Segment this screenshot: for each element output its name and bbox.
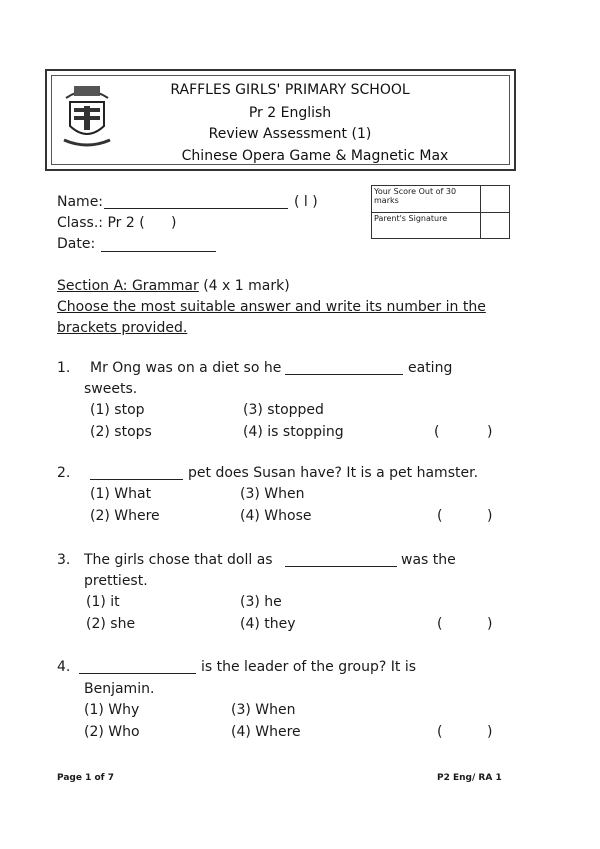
subject: Pr 2 English [248,105,332,121]
unit-titles: Chinese Opera Game & Magnetic Max [181,148,449,164]
date-field[interactable] [101,239,216,252]
question-text: was the [401,552,456,568]
option: (4) Where [231,724,301,740]
page-number: Page 1 of 7 [57,773,114,783]
option: (3) stopped [243,402,324,418]
section-title: Section A: Grammar [57,278,199,294]
option: (1) stop [90,402,145,418]
question-text: is the leader of the group? It is [201,659,417,675]
option: (1) Why [84,702,140,718]
date-label: Date: [57,236,96,252]
question-number: 1. [57,360,71,376]
name-field[interactable] [104,196,288,209]
instruction-line-2: brackets provided. [57,320,188,336]
question-text: Mr Ong was on a diet so he [90,360,282,376]
answer-blank [79,661,196,674]
class-close-paren: ) [171,215,177,231]
section-heading [57,278,290,294]
option: (3) When [240,486,305,502]
option: (3) he [240,594,282,610]
question-number: 3. [57,552,71,568]
answer-bracket-close: ) [487,724,493,740]
question-text: prettiest. [84,573,148,589]
score-cell[interactable] [481,186,510,213]
question-text: pet does Susan have? It is a pet hamster. [188,465,479,481]
answer-input[interactable] [444,420,484,440]
question-number: 4. [57,659,71,675]
option: (4) Whose [240,508,312,524]
school-crest-icon [60,80,114,152]
score-label: Your Score Out of 30 marks [372,186,481,213]
name-label: Name: [57,194,104,210]
answer-bracket-open: ( [437,508,443,524]
question-text: The girls chose that doll as [84,552,273,568]
register-number: ( l ) [294,194,318,210]
option: (2) Who [84,724,140,740]
option: (4) is stopping [243,424,344,440]
answer-blank [285,554,397,567]
question-text: Benjamin. [84,681,155,697]
question-text: eating [408,360,453,376]
answer-input[interactable] [447,720,485,740]
question-number: 2. [57,465,71,481]
option: (3) When [231,702,296,718]
option: (4) they [240,616,296,632]
answer-bracket-close: ) [487,508,493,524]
section-marks: (4 x 1 mark) [203,278,290,294]
class-label: Class.: Pr 2 ( [57,215,145,231]
assessment-title: Review Assessment (1) [208,126,372,142]
answer-bracket-open: ( [437,724,443,740]
instruction-line-1: Choose the most suitable answer and write its number in the [57,299,486,315]
option: (2) she [86,616,136,632]
answer-blank [285,362,403,375]
option: (1) it [86,594,120,610]
option: (2) Where [90,508,160,524]
answer-input[interactable] [447,504,485,524]
signature-label: Parent's Signature [372,213,481,239]
score-table [371,185,510,239]
option: (1) What [90,486,152,502]
answer-input[interactable] [447,612,485,632]
answer-bracket-open: ( [437,616,443,632]
question-text: sweets. [84,381,138,397]
answer-bracket-close: ) [487,616,493,632]
answer-blank [90,467,183,480]
document-code: P2 Eng/ RA 1 [437,773,502,783]
answer-bracket-open: ( [434,424,440,440]
option: (2) stops [90,424,152,440]
school-name: RAFFLES GIRLS' PRIMARY SCHOOL [170,82,410,98]
answer-bracket-close: ) [487,424,493,440]
signature-cell[interactable] [481,213,510,239]
